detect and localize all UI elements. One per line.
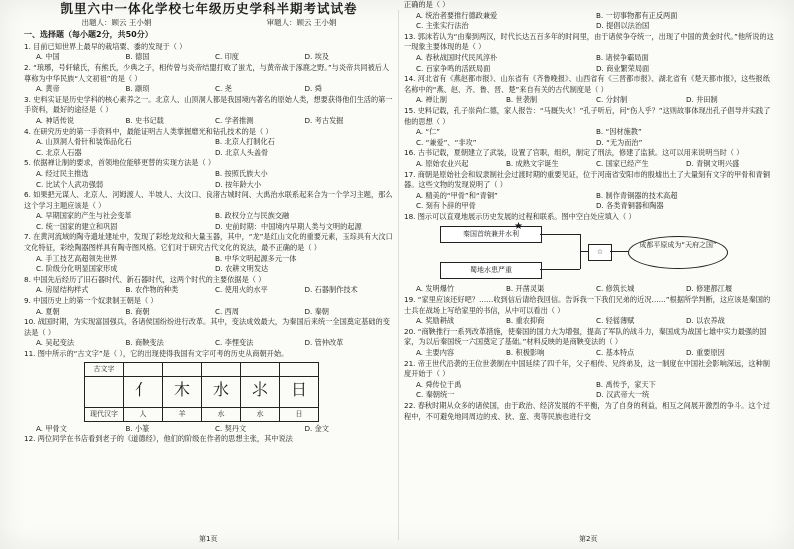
answer-option: A. 山顶洞人骨针和装饰品化石 xyxy=(36,137,132,147)
answer-option: D. 修建都江堰 xyxy=(686,284,733,294)
answer-option: C. 修筑长城 xyxy=(596,284,635,294)
answer-option: D. 提倡以法治国 xyxy=(596,21,650,31)
right-question-options xyxy=(404,191,776,212)
answer-option: C. 印度 xyxy=(215,52,239,62)
flow-connector xyxy=(540,269,580,270)
answer-option: C. 契丹文 xyxy=(215,423,247,433)
right-question-stem: 16. 古书记载，夏朝建立了武装，设置了官职，组织，制定了刑法，修建了监狱。这可以用来说明当时（ ） xyxy=(404,148,744,158)
answer-option: A. 神话传说 xyxy=(36,115,75,125)
answer-option: B. 史书记载 xyxy=(125,115,164,125)
glyph-cell xyxy=(163,376,202,407)
flow-box-top-left: 秦国首统兼并水利 xyxy=(440,226,542,243)
right-column xyxy=(404,0,776,549)
answer-option: A. 甲骨文 xyxy=(36,423,67,433)
answer-option: B. 一切事物都有正反两面 xyxy=(596,10,678,20)
left-question-stem: 5. 依据禅让制的要求，首领地位能够更替的实现方法是（ ） xyxy=(24,158,216,168)
left-question-stem: 10. 战国时期，为实现富国强兵，各诸侯国纷纷进行改革。其中，变法成效最大，为秦国后来统一全国奠定基础的变法是（ ） xyxy=(24,317,390,337)
answer-option: B. 商朝 xyxy=(125,306,150,316)
answer-option: B. 积极影响 xyxy=(506,348,545,358)
answer-option: A. 黄帝 xyxy=(36,84,60,94)
answer-option: A. 舜传位于禹 xyxy=(416,379,462,389)
ancient-glyph: ⽔ xyxy=(212,379,229,399)
left-question-stem: 12. 两位同学在书店看到老子的《道德经》，他们的阶级在作者的思想主张，其中说法 xyxy=(24,434,293,444)
right-question-stem: 13. 郭沫若认为“由秦到两汉，时代长达五百多年的时间里，由于诸侯争夺统一，出现了中国的黄金时代。”他所说的这一现象主要体现的是（ ） xyxy=(404,31,774,52)
answer-option: A. 吴起变法 xyxy=(36,338,75,348)
glyph-table-blank xyxy=(163,362,202,376)
left-question-options xyxy=(24,116,394,127)
glyph-table xyxy=(84,362,319,422)
ancient-glyph: ⺢ xyxy=(251,379,268,399)
glyph-table-row-label: 现代汉字 xyxy=(85,407,124,421)
glyph-cell xyxy=(280,376,319,407)
answer-option: A. 发明爆竹 xyxy=(416,284,455,294)
right-question-list xyxy=(404,0,776,422)
answer-option: D. 秦朝 xyxy=(304,306,329,316)
modern-char-cell: 水 xyxy=(241,407,280,421)
flow-center-box: ☆ xyxy=(588,244,612,261)
answer-option: B. 德国 xyxy=(125,52,150,62)
answer-option: D. 青铜文明兴盛 xyxy=(686,158,740,168)
right-question-stem: 14. 河北省有《燕赵都市报》、山东省有《齐鲁晚报》、山西省有《三晋都市报》、湖北省有《楚天都市报》，这些报纸名称中的“燕、赵、齐、鲁、晋、楚”来自有关的古代制度是（ ） xyxy=(404,74,770,94)
answer-option: B. 制作青铜器的技术高超 xyxy=(596,190,678,200)
glyph-table-blank xyxy=(124,362,163,376)
answer-option: C. 轻徭薄赋 xyxy=(596,316,635,326)
flow-connector xyxy=(540,234,580,235)
left-question-stem: 4. 在研究历史的第一手资料中，最能证明古人类掌握磨光和钻孔技术的是（ ） xyxy=(24,126,273,136)
left-question-stem: 7. 在黄河流域的陶寺遗址建址中，发现了彩绘龙纹和大量玉器，其中，“龙”是红山文化的重要元素，玉琮具有大汶口文化特征，彩绘陶器图样具有陶寺图风格。它们对于研究古代文化的说法，最不正确的是（ ） xyxy=(24,232,393,253)
right-question-options xyxy=(404,159,776,170)
answer-option: D. 埃及 xyxy=(304,52,329,62)
left-question-options xyxy=(24,424,394,435)
right-question-options xyxy=(404,95,776,106)
glyph-table-blank xyxy=(280,362,319,376)
footer-page-left: 第1页 xyxy=(199,535,218,544)
right-question-options xyxy=(404,380,776,401)
left-question-options xyxy=(24,307,394,318)
left-question-stem: 1. 目前已知世界上最早的栽培粟、黍的发现于（ ） xyxy=(24,41,187,51)
right-question-options xyxy=(404,348,776,359)
answer-option: D. 重要原因 xyxy=(686,348,725,358)
right-question-stem: 21. 帝王世代沿袭的王位世袭制在中国延续了四千年，父子相传、兄终弟及，这一制度在中国社会影响深远，这种制度开始于（ ） xyxy=(404,358,770,379)
right-question-options xyxy=(404,316,776,327)
answer-option: C. 百家争鸣的活跃局面 xyxy=(416,63,491,73)
flow-connector xyxy=(580,251,588,252)
left-question-stem: 9. 中国历史上的第一个奴隶制王朝是（ ） xyxy=(24,296,158,306)
glyph-table-blank xyxy=(85,376,124,407)
answer-option: A. 夏朝 xyxy=(36,306,60,316)
answer-option: A. 精美的“甲骨”和“青铜” xyxy=(416,190,498,200)
answer-option: A. “仁” xyxy=(416,127,440,137)
right-question-stem: 15. 史料记载，孔子崇尚仁德，家人报告：“马厩失火！”孔子听后，问“伤人乎？”这则故事体现出孔子倡导并实践了他的思想（ ） xyxy=(404,105,771,126)
left-column xyxy=(24,0,394,549)
answer-option: B. 小篆 xyxy=(125,423,150,433)
ancient-glyph: ⽇ xyxy=(290,379,307,399)
answer-option: A. 房屋结构样式 xyxy=(36,285,89,295)
ancient-glyph: ⺅ xyxy=(134,379,151,399)
answer-option: A. 中国 xyxy=(36,52,60,62)
answer-option: A. 奖励耕战 xyxy=(416,316,455,326)
right-question-options xyxy=(404,11,776,32)
answer-option: B. 农作物的种类 xyxy=(125,285,179,295)
modern-char-cell: 人 xyxy=(124,407,163,421)
glyph-table-head: 古文字 xyxy=(85,362,124,376)
answer-option: B. 诸侯争霸局面 xyxy=(596,52,649,62)
glyph-table-char-row xyxy=(85,407,319,421)
left-question-options xyxy=(24,169,394,190)
answer-option: B. 成熟文字诞生 xyxy=(506,158,559,168)
exam-title: 凯里六中一体化学校七年级历史学科半期考试试卷 xyxy=(60,1,358,16)
answer-option: C. 比试个人武功强弱 xyxy=(36,179,104,189)
answer-option: A. 经过民主推选 xyxy=(36,168,89,178)
left-question-stem: 2. “琅琊，号轩辕氏，有熊氏，少典之子，相传曾与炎帝结盟打败了蚩尤，与黄帝战于涿鹿之野。”与炎帝共同被后人尊称为中华民族“人文初祖”的是（ ） xyxy=(24,62,390,83)
answer-option: B. 商鞅变法 xyxy=(125,338,164,348)
answer-option: D. 农耕文明发达 xyxy=(215,264,269,274)
flow-result-oval: 成都平原成为“天府之国” xyxy=(628,236,728,269)
left-question-stem: 6. 如果把元谋人、北京人、河姆渡人、半坡人、大汶口、良渚古城时间、大禹治水联系起来合为一个学习主题，那么这个学习主题应该是（ ） xyxy=(24,190,393,210)
answer-option: D. 石器制作技术 xyxy=(304,285,358,295)
answer-option: D. 金文 xyxy=(304,423,329,433)
answer-option: D. 汉武帝大一统 xyxy=(596,390,650,400)
left-question-stem: 11. 图中所示的“古文字”是（ ），它的出现使得我国有文字可考的历史从商朝开始。 xyxy=(24,349,289,358)
glyph-table-header-row xyxy=(85,362,319,376)
answer-option: D. “无为而治” xyxy=(596,137,643,147)
answer-option: B. 北京人打制化石 xyxy=(215,137,275,147)
left-question-options xyxy=(24,137,394,158)
answer-option: C. 分封制 xyxy=(596,95,628,105)
answer-option: D. 北京人头盖骨 xyxy=(215,147,269,157)
right-question-stem: 17. 商朝是原始社会和奴隶制社会过渡时期的重要见证，位于河南省安阳市的殷墟出土了大量刻有文字的甲骨和青铜器。这些文物的发现说明了（ ） xyxy=(404,169,770,190)
answer-option: B. 禹传予，家天下 xyxy=(596,379,656,389)
answer-option: B. 按照氏族大小 xyxy=(215,168,268,178)
answer-option: B. 重农抑商 xyxy=(506,316,545,326)
right-question-stem: 20. “商鞅推行一系列改革措施，使秦国的国力大为增强，提高了军队的战斗力，秦国成为战国七雄中实力最强的国家，为以后秦国统一六国奠定了基础。”材料反映的是商鞅变法的（ ） xyxy=(404,326,767,347)
answer-option: C. 阶级分化明显国家形成 xyxy=(36,264,118,274)
answer-option: C. 统一国家的建立和巩固 xyxy=(36,221,118,231)
right-question-stem: 19. “家里应该还好吧？……收到信后请给我回信。告诉我一下我们兄弟的近况……”根据所学判断，这应该是秦国的士兵在战场上写给家里的书信，从中可以看出（ ） xyxy=(404,295,771,315)
answer-option: D. 井田制 xyxy=(686,95,718,105)
glyph-cell xyxy=(241,376,280,407)
answer-option: A. 统治者要推行德政兼爱 xyxy=(416,10,498,20)
footer-page-right: 第2页 xyxy=(579,535,598,544)
answer-option: C. 刻有卜辞的甲骨 xyxy=(416,201,476,211)
answer-option: B. 世袭制 xyxy=(506,95,538,105)
answer-option: C. “兼爱”、“非攻” xyxy=(416,137,477,147)
glyph-table-blank xyxy=(241,362,280,376)
answer-option: D. 史前时期：中国境内早期人类与文明的起源 xyxy=(215,221,362,231)
column-divider xyxy=(398,10,399,540)
answer-option: C. 基本特点 xyxy=(596,348,635,358)
modern-char-cell: 日 xyxy=(280,407,319,421)
section-heading: 一、选择题（每小题2分，共50分） xyxy=(24,30,153,40)
left-question-options xyxy=(24,211,394,232)
flow-connector xyxy=(610,251,628,252)
answer-option: D. 商业繁荣局面 xyxy=(596,63,650,73)
answer-option: C. 李悝变法 xyxy=(215,338,254,348)
left-question-options xyxy=(24,84,394,95)
reviewer-label: 审题人：顾云 王小娟 xyxy=(266,17,337,27)
flow-star: ★ xyxy=(514,221,523,233)
answer-option: C. 西周 xyxy=(215,306,239,316)
right-question-options xyxy=(404,53,776,74)
glyph-cell xyxy=(124,376,163,407)
right-question-stem: 22. 春秋时期从众多的诸侯国，由于政治、经济发展的不平衡，为了自身的利益，相互之间展开激烈的争斗。这个过程中，不可避免地同周边的戎、狄、蛮、夷等民族也进行交 xyxy=(404,401,770,421)
answer-option: D. 各类青铜器和陶器 xyxy=(596,201,664,211)
glyph-table-blank xyxy=(202,362,241,376)
answer-option: B. “因材施教” xyxy=(596,127,642,137)
answer-option: C. 北京人石器 xyxy=(36,147,82,157)
left-question-stem: 3. 史料实证是历史学科的核心素养之一。北京人、山顶洞人都是我国境内著名的原始人类，想要获得他们生活的第一手资料，最好的途径是（ ） xyxy=(24,94,393,115)
answer-option: C. 尧 xyxy=(215,84,232,94)
glyph-table-glyph-row xyxy=(85,376,319,407)
answer-option: D. 以农养战 xyxy=(686,316,725,326)
flow-diagram xyxy=(404,221,776,282)
answer-option: A. 春秋战国时代民风淳朴 xyxy=(416,52,498,62)
answer-option: C. 秦朝统一 xyxy=(416,390,455,400)
answer-option: D. 按年龄大小 xyxy=(215,179,262,189)
ancient-glyph: ⽊ xyxy=(173,379,190,399)
answer-option: B. 颛顼 xyxy=(125,84,150,94)
exam-meta xyxy=(24,18,394,29)
modern-char-cell: 水 xyxy=(202,407,241,421)
answer-option: C. 主张实行法治 xyxy=(416,21,469,31)
right-question-options xyxy=(404,127,776,148)
answer-option: B. 开凿灵渠 xyxy=(506,284,545,294)
left-question-options xyxy=(24,285,394,296)
left-question-stem: 8. 中国先后经历了旧石器时代、新石器时代，这两个时代的主要依据是（ ） xyxy=(24,274,266,284)
modern-char-cell: 羊 xyxy=(163,407,202,421)
left-question-list xyxy=(24,42,394,445)
answer-option: A. 原始农业兴起 xyxy=(416,158,469,168)
right-question-options xyxy=(404,284,776,295)
left-question-options xyxy=(24,52,394,63)
answer-option: D. 管仲改革 xyxy=(304,338,344,348)
answer-option: A. 早期国家的产生与社会变革 xyxy=(36,211,132,221)
right-question-stem: 正确的是（ ） xyxy=(404,0,450,9)
answer-option: A. 禅让制 xyxy=(416,95,447,105)
answer-option: C. 国家已经产生 xyxy=(596,158,649,168)
answer-option: D. 考古发掘 xyxy=(304,115,344,125)
right-question-stem: 18. 图示可以直观地展示历史发展的过程和联系。图中空白处应填入（ ） xyxy=(404,211,636,221)
answer-option: B. 政权分立与民族交融 xyxy=(215,211,290,221)
left-question-options xyxy=(24,254,394,275)
answer-option: D. 舜 xyxy=(304,84,322,94)
answer-option: A. 主要内容 xyxy=(416,348,455,358)
flow-box-bottom-left: 蜀地水患严重 xyxy=(440,262,542,279)
left-question-options xyxy=(24,338,394,349)
answer-option: A. 手工技艺高超领先世界 xyxy=(36,253,118,263)
glyph-cell xyxy=(202,376,241,407)
answer-option: C. 学者推测 xyxy=(215,115,254,125)
setter-label: 出题人：顾云 王小娟 xyxy=(81,17,152,27)
answer-option: C. 使用火的水平 xyxy=(215,285,268,295)
answer-option: B. 中华文明起源多元一体 xyxy=(215,253,297,263)
